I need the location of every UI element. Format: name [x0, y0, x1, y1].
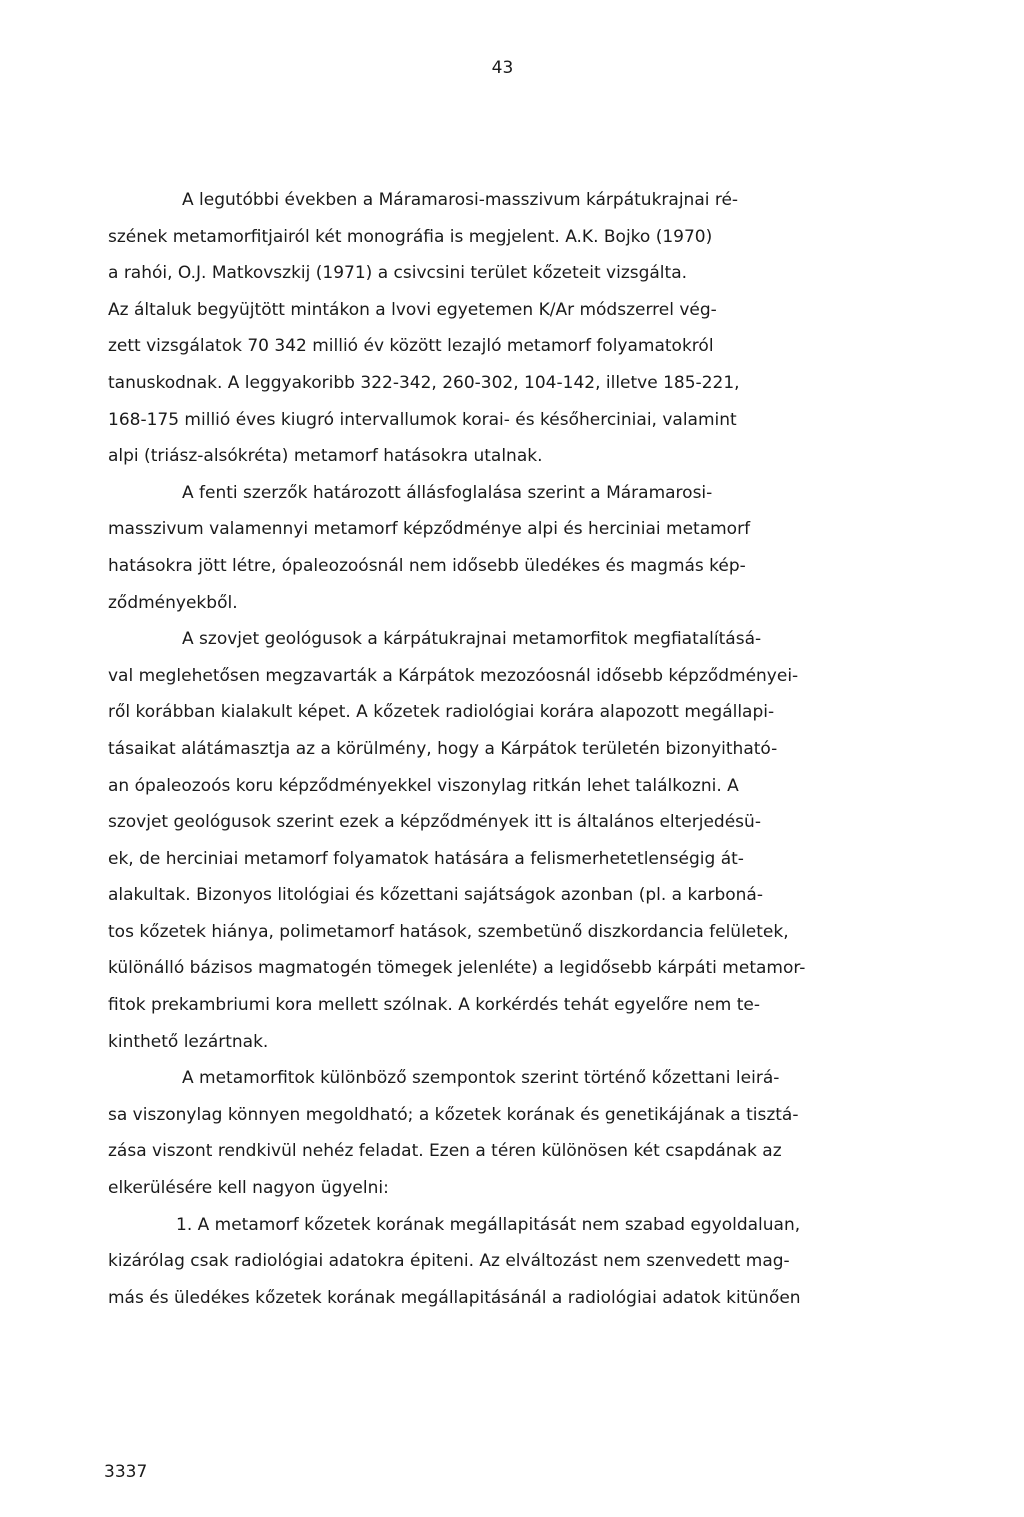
text-line: alakultak. Bizonyos litológiai és kőzettani sajátságok azonban (pl. a karboná- — [108, 885, 763, 906]
text-line: zása viszont rendkivül nehéz feladat. Ezen a téren különösen két csapdának az — [108, 1141, 782, 1162]
text-line: zett vizsgálatok 70 342 millió év között lezajló metamorf folyamatokról — [108, 336, 714, 357]
text-line: ről korábban kialakult képet. A kőzetek radiológiai korára alapozott megállapi- — [108, 702, 775, 723]
text-line: 168-175 millió éves kiugró intervallumok korai- és későherciniai, valamint — [108, 409, 737, 430]
text-line: A fenti szerzők határozott állásfoglalása szerint a Máramarosi- — [182, 482, 713, 503]
text-line: szének metamorfitjairól két monográfia is megjelent. A.K. Bojko (1970) — [108, 226, 713, 247]
text-line: 1. A metamorf kőzetek korának megállapitását nem szabad egyoldaluan, — [176, 1214, 801, 1235]
text-line: Az általuk begyüjtött mintákon a lvovi egyetemen K/Ar módszerrel vég- — [108, 299, 717, 320]
text-line: sa viszonylag könnyen megoldható; a kőzetek korának és genetikájának a tisztá- — [108, 1104, 799, 1125]
text-line: A metamorfitok különböző szempontok szerint történő kőzettani leirá- — [182, 1068, 780, 1089]
text-line: fitok prekambriumi kora mellett szólnak. A korkérdés tehát egyelőre nem te- — [108, 995, 761, 1016]
text-line: elkerülésére kell nagyon ügyelni: — [108, 1178, 389, 1199]
text-line: különálló bázisos magmatogén tömegek jelenléte) a legidősebb kárpáti metamor- — [108, 958, 806, 979]
page-number: 43 — [491, 58, 514, 78]
text-line: tanuskodnak. A leggyakoribb 322-342, 260-302, 104-142, illetve 185-221, — [108, 372, 740, 393]
text-line: kizárólag csak radiológiai adatokra épiteni. Az elváltozást nem szenvedett mag- — [108, 1251, 790, 1272]
text-line: szovjet geológusok szerint ezek a képződmények itt is általános elterjedésü- — [108, 812, 761, 833]
text-line: tásaikat alátámasztja az a körülmény, hogy a Kárpátok területén bizonyitható- — [108, 738, 778, 759]
text-line: val meglehetősen megzavarták a Kárpátok mezozóosnál idősebb képződményei- — [108, 665, 799, 686]
text-line: más és üledékes kőzetek korának megállapitásánál a radiológiai adatok kitünően — [108, 1287, 801, 1308]
footer-code: 3337 — [104, 1462, 148, 1482]
text-line: hatásokra jött létre, ópaleozoósnál nem idősebb üledékes és magmás kép- — [108, 555, 746, 576]
text-line: alpi (triász-alsókréta) metamorf hatásokra utalnak. — [108, 446, 543, 467]
text-line: ződményekből. — [108, 592, 238, 613]
text-line: tos kőzetek hiánya, polimetamorf hatások, szembetünő diszkordancia felületek, — [108, 921, 789, 942]
text-line: ek, de herciniai metamorf folyamatok hatására a felismerhetetlenségig át- — [108, 848, 744, 869]
text-line: kinthető lezártnak. — [108, 1031, 269, 1052]
text-line: A legutóbbi években a Máramarosi-masszivum kárpátukrajnai ré- — [182, 190, 739, 210]
body-text — [108, 182, 938, 1316]
text-line: a rahói, O.J. Matkovszkij (1971) a csivcsini terület kőzeteit vizsgálta. — [108, 263, 688, 284]
text-line: A szovjet geológusok a kárpátukrajnai metamorfitok megfiatalításá- — [182, 629, 762, 650]
text-line: an ópaleozoós koru képződményekkel viszonylag ritkán lehet találkozni. A — [108, 775, 739, 796]
text-line: masszivum valamennyi metamorf képződménye alpi és herciniai metamorf — [108, 519, 751, 540]
